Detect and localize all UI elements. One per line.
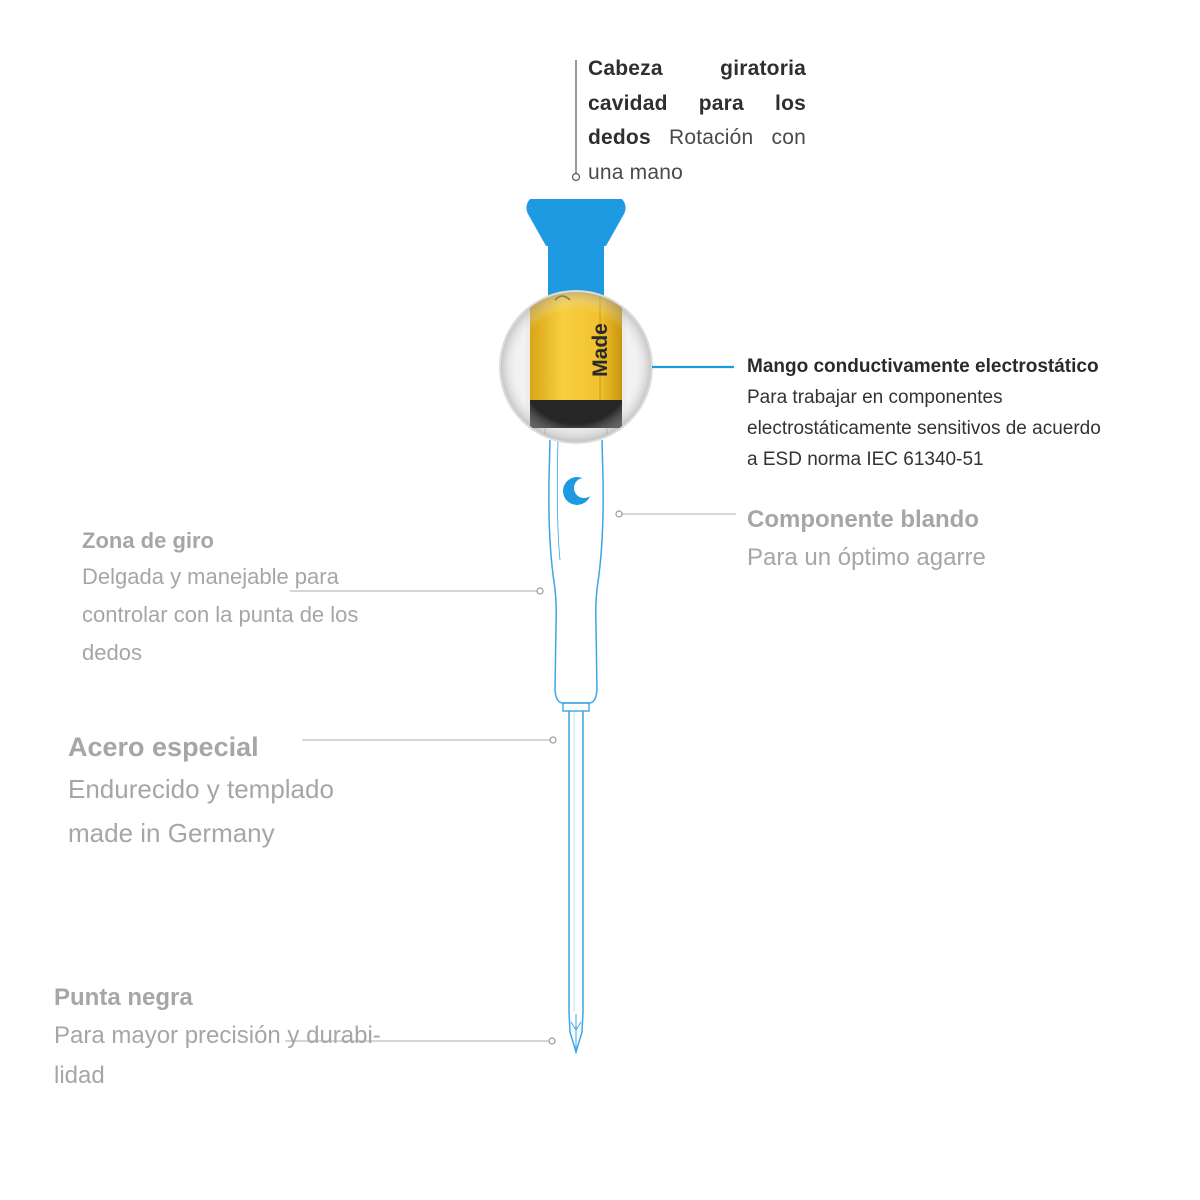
ferrule [563, 703, 589, 711]
callout-text: Delgada y manejable para controlar con la punta de los dedos [82, 564, 359, 665]
callout-turning-zone [82, 524, 382, 672]
brand-logo-icon [563, 477, 594, 505]
made-imprint: Made [589, 323, 612, 377]
callout-title: Componente blando [747, 506, 979, 533]
callout-rotating-head [588, 52, 806, 190]
callout-conductive-handle [747, 352, 1107, 475]
rotating-head [526, 199, 625, 302]
callout-soft-component [747, 503, 1067, 579]
callout-text: Endurecido y templado made in Germany [68, 774, 334, 848]
leader-soft [616, 511, 736, 517]
callout-title: Mango conductivamente electrostático [747, 356, 1099, 377]
callout-text: Para trabajar en componentes electrostáticamente sensitivos de acuerdo a ESD norma IEC 61340-51 [747, 387, 1101, 470]
leader-head [573, 60, 580, 181]
black-tip [569, 1012, 583, 1052]
magnifier-lens [500, 284, 652, 460]
callout-title: Acero especial [68, 732, 259, 762]
steel-shaft [569, 711, 583, 1012]
callout-black-tip [54, 980, 384, 1096]
callout-text: Rotación con una mano [588, 126, 806, 184]
callout-title: Zona de giro [82, 528, 214, 553]
callout-special-steel [68, 727, 368, 855]
callout-title: Punta negra [54, 984, 193, 1011]
callout-text: Para mayor precisión y durabi-lidad [54, 1022, 381, 1089]
callout-text: Para un óptimo agarre [747, 544, 986, 571]
callout-title: Cabeza giratoria cavidad para los dedos [588, 57, 806, 149]
